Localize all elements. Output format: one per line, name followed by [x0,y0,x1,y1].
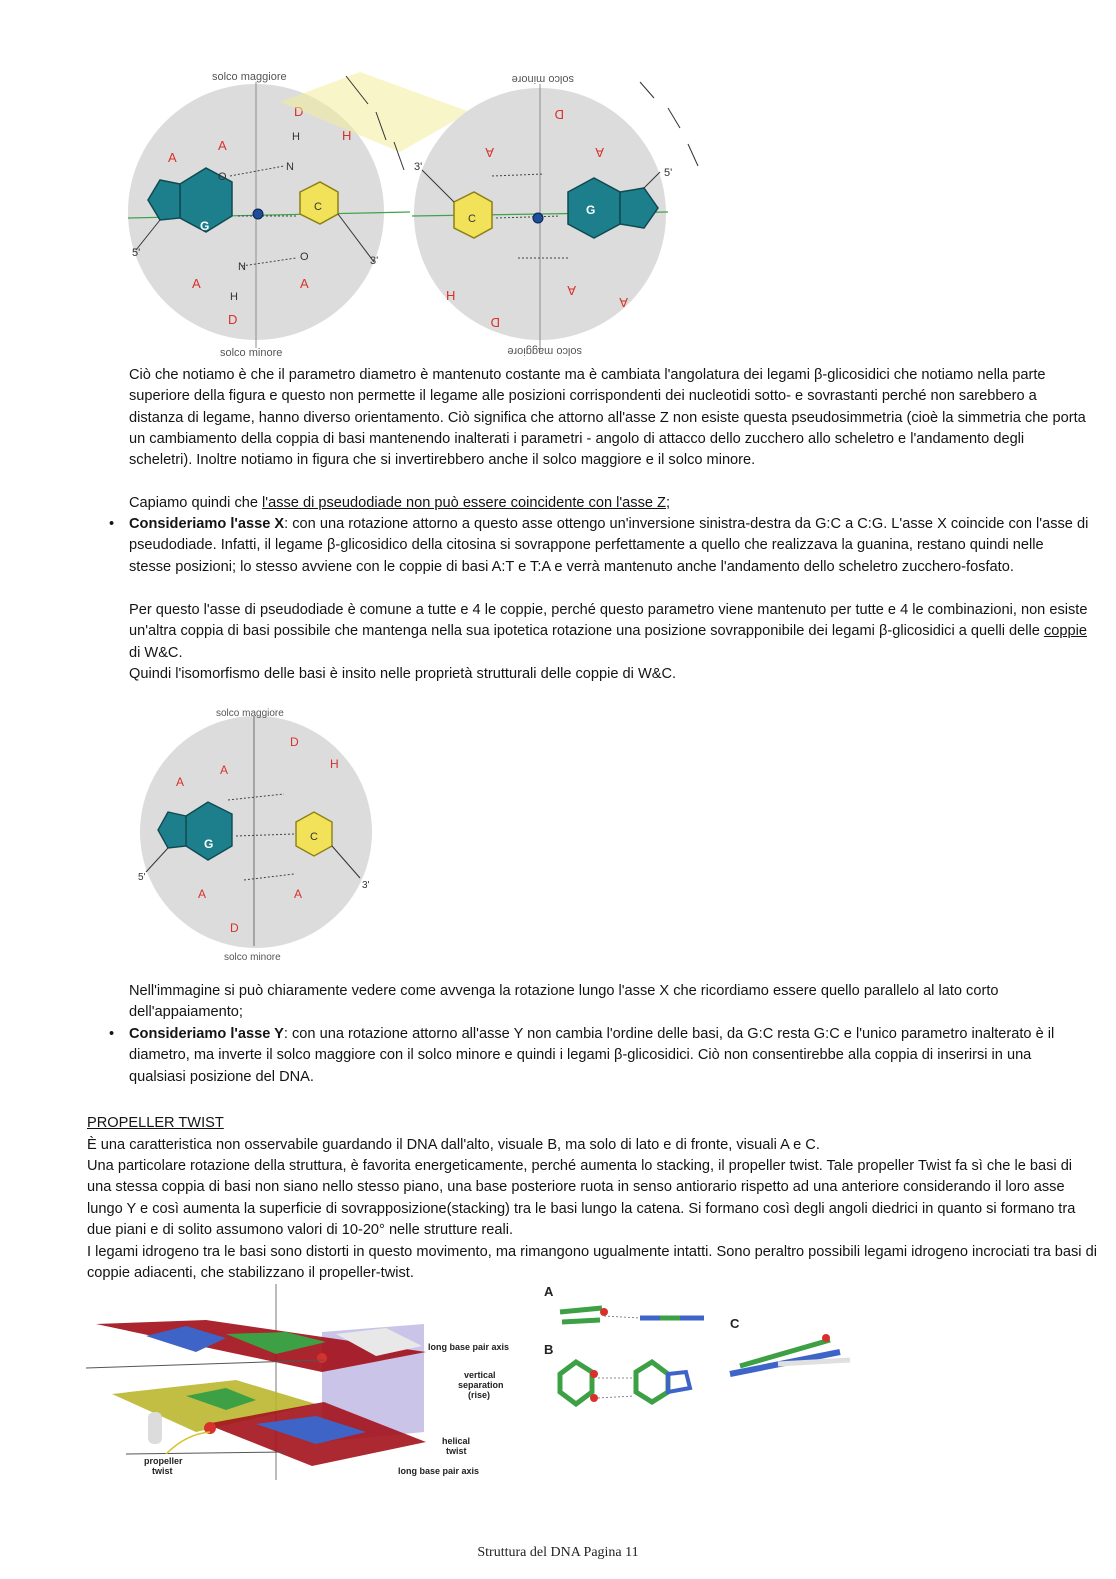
svg-text:A: A [198,887,207,901]
svg-text:A: A [619,295,628,310]
paragraph-propeller-description: Una particolare rotazione della struttura, è favorita energeticamente, perché aumenta lo stacking, il propeller twist. Tale propeller Twist fa sì che le basi di una stessa coppia di basi non siano nello stesso piano, una base posteriore ruota in senso antiorario rispetto ad una anteriore considerando il loro asse lungo Y e così aumenta la superficie di sovrapposizione(stacking) tra le basi lungo la catena. Si formano così degli angoli diedrici in quanto si formano tra due piani e di solito assumono valori di 10-20° nelle strutture reali. [87,1158,1076,1238]
site-a-label: A [168,150,177,165]
svg-text:5': 5' [138,872,146,883]
svg-text:G: G [586,203,596,217]
left-strand-3-label: 3' [370,255,379,267]
svg-text:vertical: vertical [464,1370,496,1380]
figure-propeller-twist-planes [86,1284,526,1484]
svg-text:D: D [554,107,564,122]
svg-text:G: G [204,837,214,851]
svg-text:A: A [192,276,201,291]
label-long-axis-bottom: long base pair axis [398,1466,480,1476]
svg-text:A: A [485,145,494,160]
left-strand-5-label: 5' [132,247,141,259]
svg-text:H: H [230,291,238,303]
svg-text:H: H [446,288,456,303]
site-d-label: D [294,104,304,119]
label-long-axis-top: long base pair axis [428,1342,510,1352]
svg-text:N: N [238,261,246,273]
svg-text:A: A [300,276,309,291]
paragraph-isomorphism: Quindi l'isomorfismo delle basi è insito nelle proprietà strutturali delle coppie di W&C. [129,666,677,682]
figure-base-pair-rotation-x [134,702,384,964]
left-bottom-groove-label: solco minore [220,347,283,359]
figure-base-pair-rotation-z [120,62,720,362]
svg-text:H: H [292,131,300,143]
svg-text:H: H [330,757,339,771]
svg-text:5': 5' [664,167,673,179]
svg-text:D: D [228,312,238,327]
right-bottom-groove-label: solco maggiore [507,345,582,357]
svg-text:twist: twist [446,1446,467,1456]
svg-text:A: A [218,138,227,153]
svg-text:A: A [220,763,229,777]
bullet-icon: • [109,1026,115,1042]
svg-text:twist: twist [152,1466,173,1476]
bullet-icon: • [109,516,115,532]
svg-text:A: A [294,887,303,901]
page-footer: Struttura del DNA Pagina 11 [477,1545,639,1560]
view-c-model [730,1334,850,1374]
paragraph-pseudodiade-z: Capiamo quindi che l'asse di pseudodiade non può essere coincidente con l'asse Z; [129,495,671,511]
figure-stick-models [540,1282,860,1432]
svg-text:A: A [595,145,604,160]
cytosine-label: C [314,201,322,213]
svg-text:helical: helical [442,1436,471,1446]
svg-text:C: C [468,213,476,225]
bullet-y-axis: • Consideriamo l'asse Y: con una rotazione attorno all'asse Y non cambia l'ordine delle basi, da G:C resta G:C e l'unico parametro inalterato è il diametro, ma inverte il solco maggiore con il solco minore e quindi i legami β-glicosidici. Ciò non consentirebbe alla coppia di inserirsi in una qualsiasi posizione del DNA. [109,1026,1055,1085]
bullet-x-axis: • Consideriamo l'asse X: con una rotazione attorno a questo asse ottengo un'inversione sinistra-destra da G:C a C:G. L'asse X coincide con l'asse di pseudodiade. Infatti, il legame β-glicosidico della citosina si sovrappone perfettamente a quello che realizzava la guanina, restano quindi nelle stesse posizioni; lo stesso avviene con le coppie di basi A:T e T:A e verrà mantenuto anche l'andamento dello scheletro zucchero-fosfato. [109,516,1089,575]
view-a-label: A [544,1284,554,1299]
paragraph-propeller-view: È una caratteristica non osservabile guardando il DNA dall'alto, visuale B, ma solo di lato e di fronte, visuali A e C. [87,1137,820,1153]
svg-text:O: O [218,171,227,183]
fig2-bottom-groove-label: solco minore [224,952,281,963]
svg-text:C: C [310,831,318,843]
paragraph-x-rotation: Nell'immagine si può chiaramente vedere come avvenga la rotazione lungo l'asse X che ricordiamo essere quello parallelo al lato corto dell'appaiamento; [129,983,999,1021]
svg-text:(rise): (rise) [468,1390,491,1400]
svg-text:A: A [567,283,576,298]
svg-text:separation: separation [458,1380,504,1390]
svg-text:propeller: propeller [144,1456,183,1466]
svg-text:N: N [286,161,294,173]
svg-text:D: D [230,921,239,935]
guanine-label: G [200,219,210,233]
view-b-model [560,1362,690,1404]
paragraph-z-axis: Ciò che notiamo è che il parametro diametro è mantenuto costante ma è cambiata l'angolatura dei legami β-glicosidici che notiamo nella parte superiore della figura e questo non permette il legame alle posizioni corrispondenti dei nucleotidi sotto- e sovrastanti perché non sarebbero a distanza di legame, hanno diverso orientamento. Ciò significa che attorno all'asse Z non esiste questa pseudosimmetria (cioè la simmetria che porta un cambiamento della coppia di basi mantenendo inalterati i parametri - angolo di attacco dello zucchero allo scheletro e l'andamento degli scheletri). Inoltre notiamo in figura che si invertirebbero anche il solco maggiore e il solco minore. [129,367,1086,469]
svg-text:D: D [290,735,299,749]
svg-text:D: D [490,315,500,330]
view-a-model [560,1308,704,1322]
right-top-groove-label: solco minore [511,73,574,85]
svg-text:3': 3' [362,880,370,891]
left-top-groove-label: solco maggiore [212,71,287,83]
svg-text:3': 3' [414,161,423,173]
view-b-label: B [544,1342,554,1357]
site-h-label: H [342,128,352,143]
svg-text:O: O [300,251,309,263]
paragraph-hydrogen-bonds: I legami idrogeno tra le basi sono distorti in questo movimento, ma rimangono ugualmente intatti. Sono peraltro possibili legami idrogeno incrociati tra basi di coppie adiacenti, che stabilizzano il propeller-twist. [87,1244,1097,1282]
svg-text:A: A [176,775,185,789]
section-heading-propeller-twist: PROPELLER TWIST [87,1115,224,1131]
view-c-label: C [730,1316,740,1331]
paragraph-pseudodiade-common: Per questo l'asse di pseudodiade è comune a tutte e 4 le coppie, perché questo parametro viene mantenuto per tutte e 4 le combinazioni, non esiste un'altra coppia di basi possibile che mantenga nella sua ipotetica rotazione una posizione sovrapponibile dei legami β-glicosidici a quelli delle coppie di W&C. [129,602,1088,661]
fig2-top-groove-label: solco maggiore [216,708,284,719]
